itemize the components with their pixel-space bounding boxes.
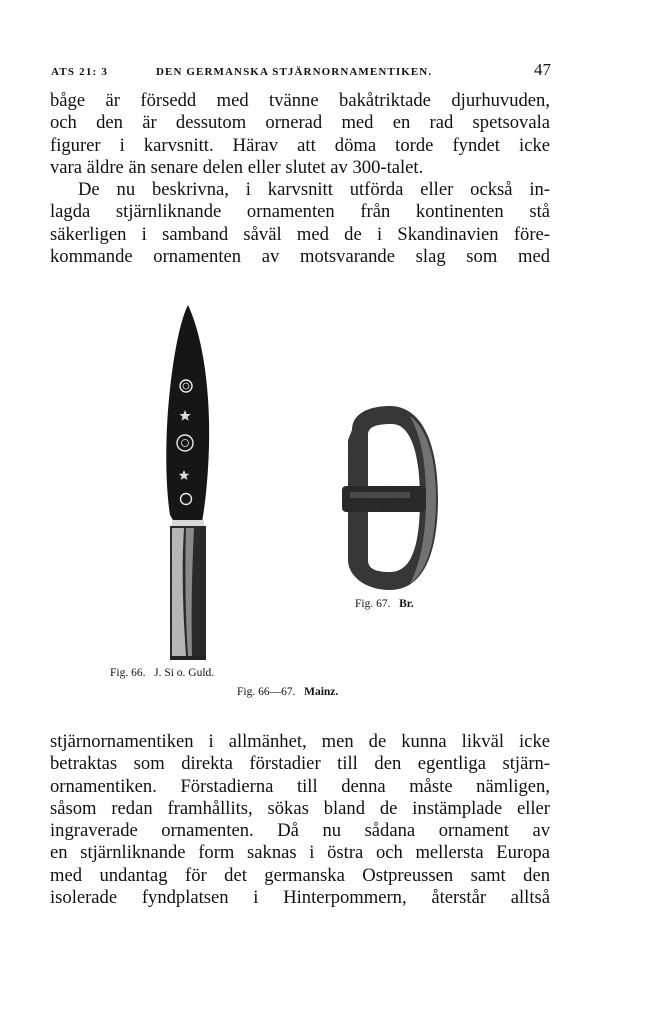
buckle-illustration [338, 400, 442, 596]
shared-figure-caption [237, 686, 338, 698]
text-line: lagda stjärnliknande ornamenten från kontinenten stå [50, 201, 550, 223]
text-line: stjärnornamentiken i allmänhet, men de kunna likväl icke [50, 731, 550, 752]
figure-67-caption [355, 598, 414, 610]
text-line: säkerligen i samband såväl med de i Skandinavien före- [50, 223, 550, 245]
page-number: 47 [534, 60, 551, 79]
text-line: ingraverade ornamenten. Då nu sådana ornament av [50, 820, 550, 842]
text-line: ornamentiken. Förstadierna till denna måste nämligen, [50, 775, 550, 797]
knife-illustration [158, 300, 214, 665]
chapter-title: DEN GERMANSKA STJÄRNORNAMENTIKEN. [156, 66, 433, 78]
text-line: figurer i karvsnitt. Härav att döma torde fyndet icke [50, 134, 550, 156]
caption-text: Br. [399, 598, 414, 610]
text-line: vara äldre än senare delen eller slutet av 300-talet. [50, 156, 424, 178]
caption-label: Fig. 66. [110, 667, 146, 679]
caption-text: Mainz. [304, 686, 339, 698]
figure-67-buckle [338, 400, 442, 596]
journal-reference: ATS 21: 3 [51, 66, 109, 78]
text-line: isolerade fyndplatsen i Hinterpommern, återstår alltså [50, 887, 550, 909]
figure-66-knife [158, 300, 214, 665]
running-head [51, 60, 551, 82]
text-line: båge är försedd med tvänne bakåtriktade djurhuvuden, [50, 90, 550, 111]
caption-text: J. Si o. Guld. [154, 667, 215, 679]
text-line: och den är dessutom ornerad med en rad spetsovala [50, 112, 550, 134]
text-line: en stjärnliknande form saknas i östra och mellersta Europa [50, 842, 550, 864]
paragraph-bottom [50, 731, 550, 909]
figure-66-caption [110, 667, 214, 679]
caption-label: Fig. 67. [355, 598, 391, 610]
text-line: betraktas som direkta förstadier till den egentliga stjärn- [50, 753, 550, 775]
paragraph-top [50, 90, 550, 268]
text-line: De nu beskrivna, i karvsnitt utförda eller också in- [78, 179, 550, 201]
text-line: såsom redan framhållits, sökas bland de instämplade eller [50, 797, 550, 819]
text-line: kommande ornamenten av motsvarande slag som med [50, 246, 550, 268]
text-line: med undantag för det germanska Ostpreussen samt den [50, 864, 550, 886]
caption-label: Fig. 66—67. [237, 686, 296, 698]
